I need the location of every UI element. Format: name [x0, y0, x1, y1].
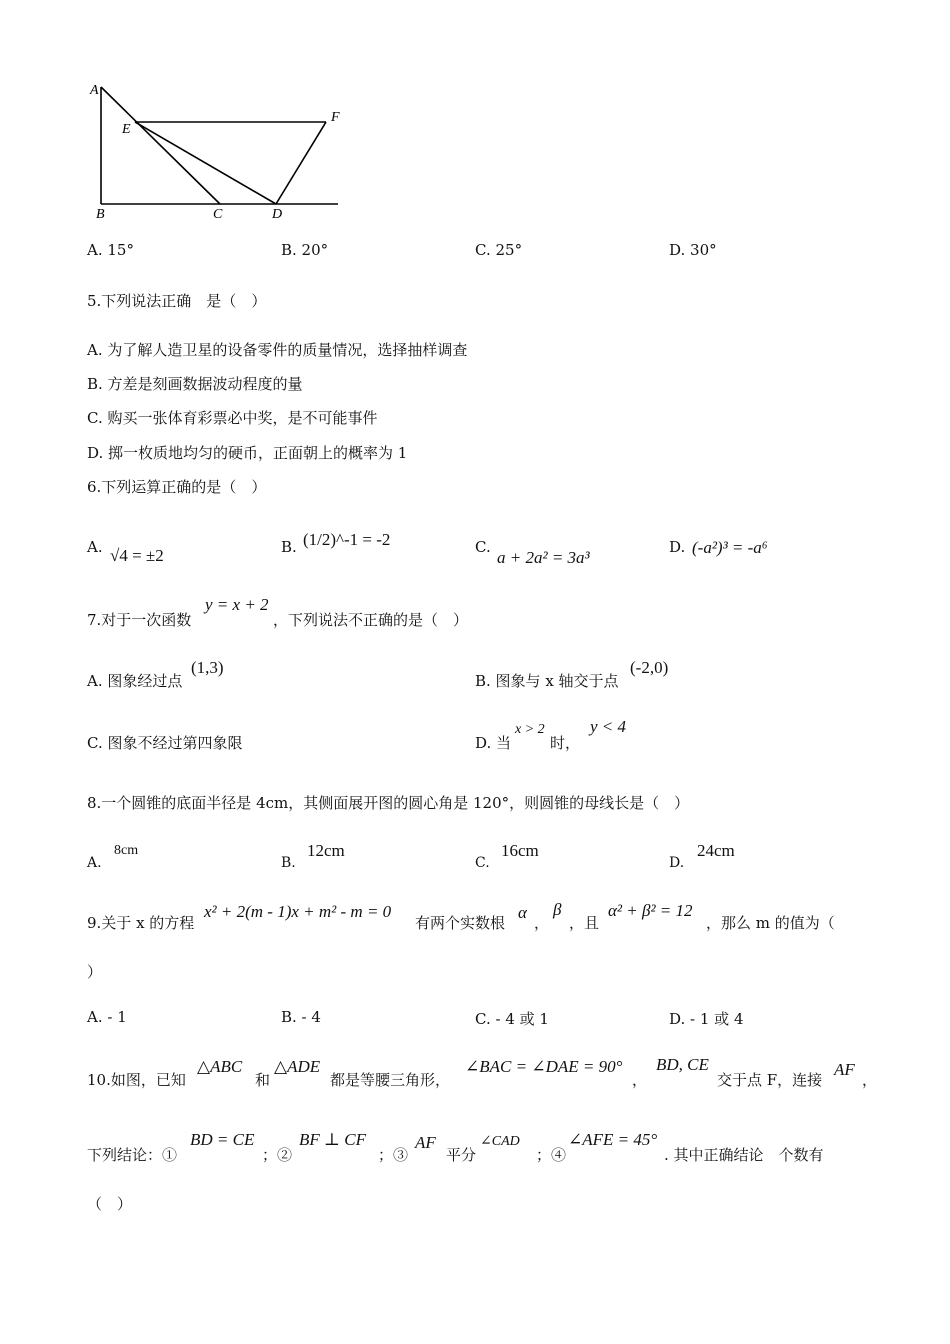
q7-option-b-point: (-2,0)	[630, 658, 669, 677]
q10-lines: BD, CE	[656, 1055, 709, 1074]
label-a: A	[90, 83, 99, 98]
q10-line2-post: . 其中正确结论 个数有	[664, 1146, 824, 1164]
q6-option-a-expr: √4 = ±2	[110, 546, 164, 565]
q10-meet: 交于点 F，连接	[717, 1071, 823, 1089]
q10-mid: 都是等腰三角形，	[330, 1071, 451, 1089]
q8-option-d-label: D.	[669, 855, 685, 871]
q9-stem-close: ）	[87, 963, 103, 981]
q5-option-a: A. 为了解人造卫星的设备零件的质量情况，选择抽样调查	[87, 341, 468, 359]
q9-alpha: α	[518, 903, 527, 922]
label-d: D	[272, 207, 283, 222]
q7-option-a-text: A. 图象经过点	[87, 672, 183, 690]
q7-option-a-point: (1,3)	[191, 658, 224, 677]
q4-option-d: D. 30°	[669, 241, 717, 259]
q7-option-d-text: D. 当	[475, 734, 512, 752]
q5-option-c: C. 购买一张体育彩票必中奖，是不可能事件	[87, 409, 378, 427]
q8-option-c-value: 16cm	[501, 841, 539, 860]
q9-stem-post: ，那么 m 的值为（	[706, 914, 835, 932]
q4-option-c: C. 25°	[475, 241, 523, 259]
q7-stem-post: ，下列说法不正确的是（ ）	[273, 611, 469, 629]
q9-and: ，且	[569, 914, 600, 932]
q8-option-b-value: 12cm	[307, 841, 345, 860]
q10-end: ，	[862, 1071, 878, 1089]
q4-option-a: A. 15°	[87, 241, 134, 259]
q10-conclusion-3-af: AF	[415, 1133, 436, 1152]
q6-option-c-expr: a + 2a² = 3a³	[497, 548, 590, 567]
q8-option-a-label: A.	[87, 855, 102, 871]
q7-option-d-mid: 时，	[550, 734, 581, 752]
segment-fd	[276, 122, 326, 204]
geometry-figure	[80, 78, 355, 228]
q6-stem: 6.下列运算正确的是（ ）	[87, 478, 267, 496]
q10-sep-2: ；②	[262, 1146, 293, 1164]
q10-conclusion-4: ∠AFE = 45°	[568, 1130, 658, 1149]
q9-comma: ，	[534, 914, 550, 932]
q8-option-c-label: C.	[475, 855, 490, 871]
q10-sep-4: ；④	[536, 1146, 567, 1164]
q7-stem-pre: 7.对于一次函数	[87, 611, 192, 629]
q10-and: 和	[255, 1071, 271, 1089]
label-b: B	[96, 207, 105, 222]
q5-option-d: D. 掷一枚质地均匀的硬币，正面朝上的概率为 1	[87, 444, 408, 462]
q10-triangle-abc: △ABC	[197, 1057, 243, 1076]
q10-conclusion-3-angle: ∠CAD	[480, 1134, 520, 1149]
q8-option-a-value: 8cm	[114, 843, 139, 858]
q9-option-d: D. - 1 或 4	[669, 1010, 744, 1028]
label-e: E	[122, 122, 131, 137]
q7-option-d-cond: x > 2	[515, 722, 545, 737]
q7-option-c-text: C. 图象不经过第四象限	[87, 734, 243, 752]
q5-stem: 5.下列说法正确 是（ ）	[87, 292, 267, 310]
q10-conclusion-2: BF ⊥ CF	[299, 1130, 366, 1149]
segment-ac	[101, 87, 220, 204]
q10-sep: ，	[632, 1071, 648, 1089]
q9-beta: β	[553, 900, 562, 919]
q9-stem-pre: 9.关于 x 的方程	[87, 914, 195, 932]
q10-bisect: 平分	[446, 1146, 477, 1164]
q9-equation: x² + 2(m - 1)x + m² - m = 0	[204, 902, 392, 921]
q10-sep-3: ；③	[378, 1146, 409, 1164]
q7-option-b-text: B. 图象与 x 轴交于点	[475, 672, 619, 690]
q6-option-c-label: C.	[475, 538, 491, 556]
q10-pre: 10.如图，已知	[87, 1071, 186, 1089]
q7-function: y = x + 2	[205, 595, 269, 614]
q9-option-b: B. - 4	[281, 1008, 321, 1026]
q6-option-d-expr: (-a²)³ = -a⁶	[692, 538, 768, 557]
q6-option-d-label: D.	[669, 538, 686, 556]
q10-close: （ ）	[87, 1195, 133, 1213]
q10-angles: ∠BAC = ∠DAE = 90°	[465, 1057, 623, 1076]
q10-conclusion-1: BD = CE	[190, 1130, 255, 1149]
q7-option-d-result: y < 4	[590, 717, 627, 736]
q10-line2-pre: 下列结论：①	[87, 1146, 178, 1164]
q5-option-b: B. 方差是刻画数据波动程度的量	[87, 375, 303, 393]
q10-af: AF	[834, 1060, 855, 1079]
label-c: C	[213, 207, 223, 222]
q6-option-b-expr: (1/2)^-1 = -2	[303, 530, 391, 549]
q4-option-b: B. 20°	[281, 241, 329, 259]
q8-stem: 8.一个圆锥的底面半径是 4cm，其侧面展开图的圆心角是 120°，则圆锥的母线长是（ ）	[87, 794, 690, 812]
q10-triangle-ade: △ADE	[274, 1057, 321, 1076]
q9-stem-mid: 有两个实数根	[415, 914, 506, 932]
q9-option-a: A. - 1	[87, 1008, 127, 1026]
q9-option-c: C. - 4 或 1	[475, 1010, 549, 1028]
segment-ed	[135, 122, 276, 204]
q6-option-b-label: B.	[281, 538, 297, 556]
q8-option-d-value: 24cm	[697, 841, 735, 860]
q9-condition: α² + β² = 12	[608, 901, 693, 920]
label-f: F	[331, 110, 340, 125]
q8-option-b-label: B.	[281, 855, 296, 871]
q6-option-a-label: A.	[87, 538, 103, 556]
